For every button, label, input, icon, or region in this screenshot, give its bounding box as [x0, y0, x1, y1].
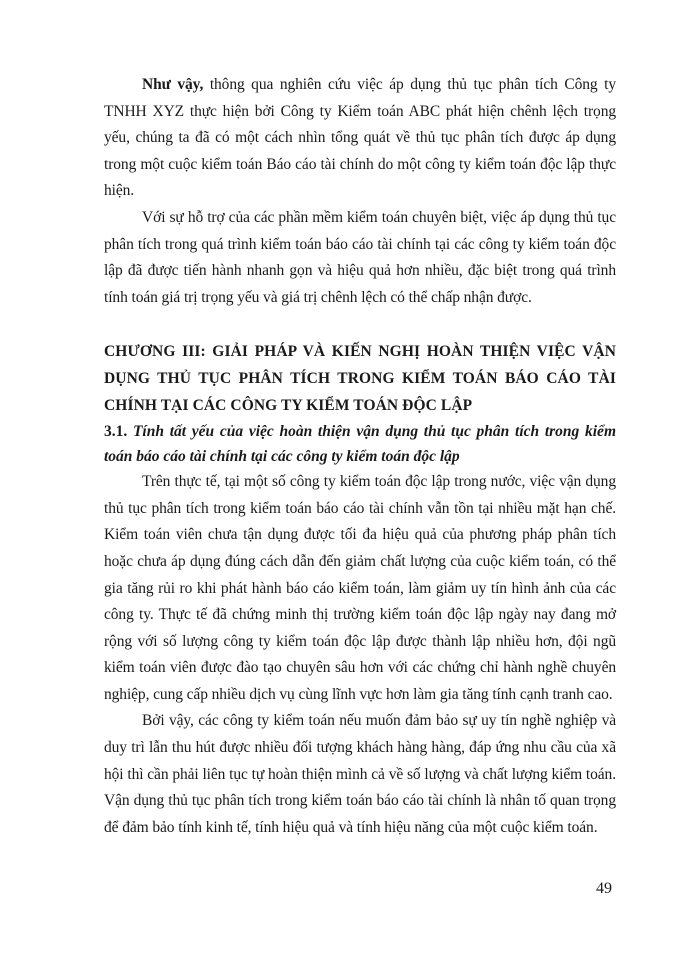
section-number: 3.1.	[104, 423, 128, 441]
paragraph-current-state: Trên thực tế, tại một số công ty kiểm toán độc lập trong nước, việc vận dụng thủ tục phân tích trong kiểm toán báo cáo tài chính vẫn tồn tại nhiều mặt hạn chế. Kiểm toán viên chưa tận dụng được tối đa hiệu quả của phương pháp phân tích hoặc chưa áp dụng đúng cách dẫn đến giảm chất lượng của cuộc kiểm toán, có thể gia tăng rủi ro khi phát hành báo cáo kiểm toán, làm giảm uy tín hình ảnh của các công ty. Thực tế đã chứng minh thị trường kiểm toán độc lập ngày nay đang mở rộng với số lượng công ty kiểm toán độc lập được thành lập nhiều hơn, đội ngũ kiểm toán viên được đào tạo chuyên sâu hơn với các chứng chỉ hành nghề chuyên nghiệp, cung cấp nhiều dịch vụ cùng lĩnh vực hơn làm gia tăng tính cạnh tranh cao.	[104, 473, 616, 703]
paragraph-summary-text: thông qua nghiên cứu việc áp dụng thủ tục phân tích Công ty TNHH XYZ thực hiện bởi Công ty Kiểm toán ABC phát hiện chênh lệch trọng yếu, chúng ta đã có một cách nhìn tổng quát về thủ tục phân tích được áp dụng trong một cuộc kiểm toán Báo cáo tài chính do một công ty kiểm toán độc lập thực hiện.	[104, 76, 616, 200]
page-number: 49	[596, 880, 612, 897]
paragraph-software-support: Với sự hỗ trợ của các phần mềm kiểm toán chuyên biệt, việc áp dụng thủ tục phân tích trong quá trình kiểm toán báo cáo tài chính tại các công ty kiểm toán độc lập đã được tiến hành nhanh gọn và hiệu quả hơn nhiều, đặc biệt trong quá trình tính toán giá trị trọng yếu và giá trị chênh lệch có thể chấp nhận được.	[104, 208, 616, 306]
paragraph-conclusion: Bởi vậy, các công ty kiểm toán nếu muốn đảm bảo sự uy tín nghề nghiệp và duy trì lẫn thu hút được nhiều đối tượng khách hàng hàng, đáp ứng nhu cầu của xã hội thì cần phải liên tục tự hoàn thiện mình cả về số lượng và chất lượng kiểm toán. Vận dụng thủ tục phân tích trong kiểm toán báo cáo tài chính là nhân tố quan trọng để đảm bảo tính kinh tế, tính hiệu quả và tính hiệu năng của một cuộc kiểm toán.	[104, 712, 616, 836]
section-heading	[104, 419, 616, 469]
paragraph-lead-bold: Như vậy,	[142, 76, 204, 93]
paragraph-summary	[104, 72, 616, 205]
document-page	[104, 72, 616, 841]
chapter-heading: CHƯƠNG III: GIẢI PHÁP VÀ KIẾN NGHỊ HOÀN THIỆN VIỆC VẬN DỤNG THỦ TỤC PHÂN TÍCH TRONG KIỂM TOÁN BÁO CÁO TÀI CHÍNH TẠI CÁC CÔNG TY KIỂM TOÁN ĐỘC LẬP	[104, 343, 616, 414]
section-title: Tính tất yếu của việc hoàn thiện vận dụng thủ tục phân tích trong kiểm toán báo cáo tài chính tại các công ty kiểm toán độc lập	[104, 423, 616, 466]
